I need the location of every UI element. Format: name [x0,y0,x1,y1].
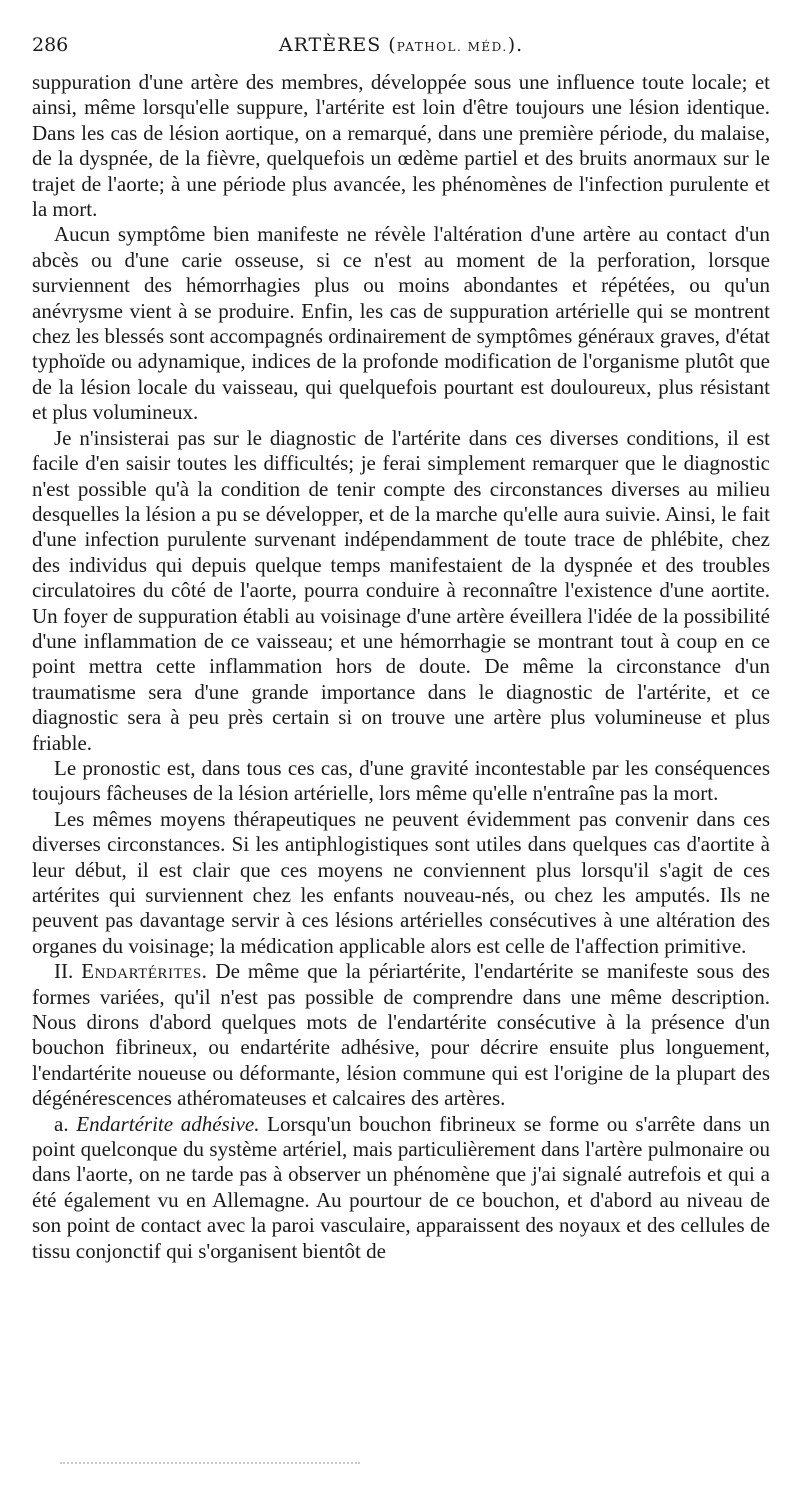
running-title-sub: PATHOL. MÉD. [396,40,508,54]
paragraph-text: Lorsqu'un bouchon fibrineux se forme ou s'arrête dans un point quelconque du système artériel, mais particulièrement dans l'artère pulmonaire ou dans l'aorte, on ne tarde pas à observer un phénomène que j'ai signalé autrefois et qui a été également vu en Allemagne. Au pourtour de ce bouchon, et d'abord au niveau de son point de contact avec la paroi vasculaire, apparaissent des noyaux et des cellules de tissu conjonctif qui s'organisent bientôt de [32,1111,770,1263]
paragraph-text: Aucun symptôme bien manifeste ne révèle l'altération d'une artère au contact d'un abcès ou d'une carie osseuse, si ce n'est au moment de la perforation, lorsque surviennent des hémorrhagies plus ou moins abondantes et répétées, ou qu'un anévrysme vient à se produire. Enfin, les cas de suppuration artérielle qui se montrent chez les blessés sont accompagnés ordinairement de symptômes généraux graves, d'état typhoïde ou adynamique, indices de la profonde modification de l'organisme plutôt que de la lésion locale du vaisseau, qui quelquefois pourtant est douloureux, plus résistant et plus volumineux. [32,222,770,425]
paragraph-5 [32,807,770,959]
paragraph-text: Le pronostic est, dans tous ces cas, d'une gravité incontestable par les conséquences toujours fâcheuses de la lésion artérielle, lors même qu'elle n'entraîne pas la mort. [32,755,770,806]
paragraph-2 [32,222,770,425]
subsection-heading: Endartérite adhésive. [76,1111,260,1136]
section-number: II. [54,959,82,984]
section-heading: Endartérites. [81,959,208,984]
paragraph-3 [32,426,770,756]
paragraph-text: suppuration d'une artère des membres, développée sous une influence toute locale; et ainsi, même lorsqu'elle suppure, l'artérite est loin d'être toujours une lésion identique. Dans les cas de lésion aortique, on a remarqué, dans une première période, du malaise, de la dyspnée, de la fièvre, quelquefois un œdème partiel et des bruits anormaux sur le trajet de l'aorte; à une période plus avancée, les phénomènes de l'infection purulente et la mort. [32,70,770,222]
subsection-letter: a. [54,1111,77,1136]
paragraph-text: De même que la périartérite, l'endartérite se manifeste sous des formes variées, qu'il n'est pas possible de comprendre dans une même description. Nous dirons d'abord quelques mots de l'endartérite consécutive à la présence d'un bouchon fibrineux, ou endartérite adhésive, pour décrire ensuite plus longuement, l'endartérite noueuse ou déformante, lésion commune qui est l'origine de la plupart des dégénérescences athéromateuses et calcaires des artères. [32,959,770,1111]
running-title-close: ). [507,34,524,56]
scan-artifact-line [60,1462,360,1467]
paragraph-text: Les mêmes moyens thérapeutiques ne peuvent évidemment pas convenir dans ces diverses circonstances. Si les antiphlogistiques sont utiles dans quelques cas d'aortite à leur début, il est clair que ces moyens ne conviennent plus lorsqu'il s'agit de ces artérites qui surviennent chez les enfants nouveau-nés, ou chez les amputés. Ils ne peuvent pas davantage servir à ces lésions artérielles consécutives à une altération des organes du voisinage; la médication applicable alors est celle de l'affection primitive. [32,806,770,958]
paragraph-text: Je n'insisterai pas sur le diagnostic de l'artérite dans ces diverses conditions, il est facile d'en saisir toutes les difficultés; je ferai simplement remarquer que le diagnostic n'est possible qu'à la condition de tenir compte des circonstances diverses au milieu desquelles la lésion a pu se développer, et de la marche qu'elle aura suivie. Ainsi, le fait d'une infection purulente survenant indépendamment de toute trace de phlébite, chez des individus qui depuis quelque temps manifestaient de la dyspnée et des troubles circulatoires du côté de l'aorte, pourra conduire à reconnaître l'existence d'une aortite. Un foyer de suppuration établi au voisinage d'une artère éveillera l'idée de la possibilité d'une inflammation de ce vaisseau; et une hémorrhagie se montrant tout à coup en ce point mettra cette inflammation hors de doute. De même la circonstance d'un traumatisme sera d'une grande importance dans le diagnostic de l'artérite, et ce diagnostic sera à peu près certain si on trouve une artère plus volumineuse et plus friable. [32,425,770,755]
paragraph-1 [32,70,770,222]
page-number: 286 [32,34,69,56]
running-title [32,34,770,56]
document-page [32,28,770,1264]
body-text [32,70,770,1264]
paragraph-4 [32,756,770,807]
running-title-main: ARTÈRES ( [278,34,397,56]
page-header [32,28,770,62]
paragraph-7-endarterite-adhesive [32,1112,770,1264]
paragraph-6-endarterites [32,959,770,1111]
